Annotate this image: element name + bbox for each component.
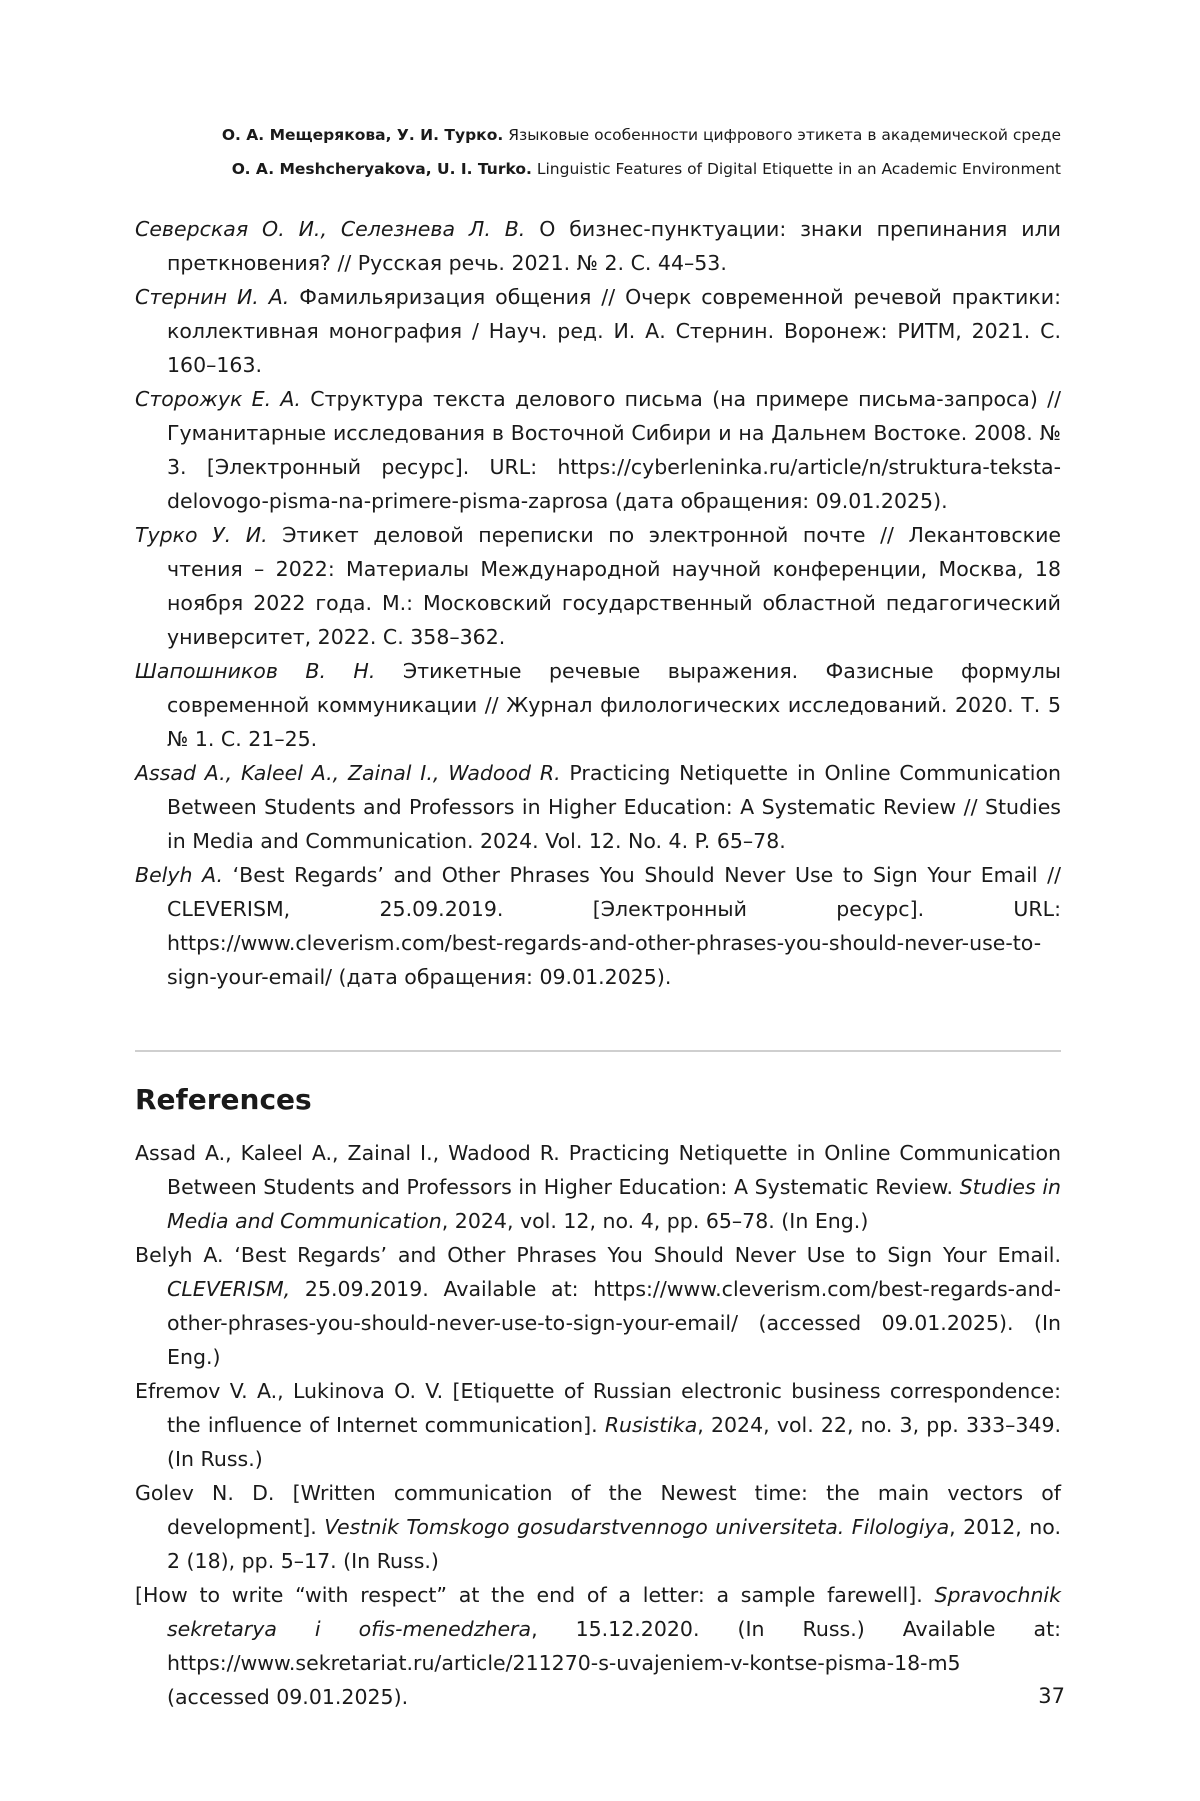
entry-text: Структура текста делового письма (на примере письма-запроса) // Гуманитарные исследования в Восточной Сибири и на Дальнем Востоке. 2008. № 3. [Электронный ресурс]. URL: https://cyberleninka.ru/article/n/struktura-teksta-delovogo-pisma-na-primere-pisma-zaprosa (дата обращения: 09.01.2025). bbox=[167, 387, 1061, 513]
reference-text: [How to write “with respect” at the end of a letter: a sample farewell]. bbox=[135, 1583, 935, 1607]
entry-text: Этикетные речевые выражения. Фазисные формулы современной коммуникации // Журнал филологических исследований. 2020. Т. 5 № 1. С. 21–25. bbox=[167, 659, 1061, 751]
entry-authors: Северская О. И., Селезнева Л. В. bbox=[135, 217, 526, 241]
reference-details: , 2012, no. 2 (18), pp. 5–17. (In Russ.) bbox=[167, 1515, 1061, 1573]
reference-details: 25.09.2019. Available at: https://www.cleverism.com/best-regards-and-other-phrases-you-should-never-use-to-sign-your-email/ (accessed 09.01.2025). (In Eng.) bbox=[167, 1277, 1061, 1369]
reference-details: , 2024, vol. 12, no. 4, pp. 65–78. (In Eng.) bbox=[441, 1209, 869, 1233]
header-ru-authors: О. А. Мещерякова, У. И. Турко. bbox=[221, 126, 504, 144]
entry-authors: Assad A., Kaleel A., Zainal I., Wadood R. bbox=[135, 761, 561, 785]
bibliography-entry bbox=[135, 212, 1061, 280]
bibliography-entry bbox=[135, 858, 1061, 994]
reference-source: Studies in Media and Communication bbox=[167, 1175, 1062, 1233]
page-body bbox=[135, 118, 1061, 1714]
entry-authors: Сторожук Е. А. bbox=[135, 387, 301, 411]
entry-text: О бизнес-пунктуации: знаки препинания или преткновения? // Русская речь. 2021. № 2. С. 44–53. bbox=[167, 217, 1061, 275]
reference-text: Belyh A. ‘Best Regards’ and Other Phrases You Should Never Use to Sign Your Email. bbox=[135, 1243, 1061, 1267]
reference-source: Rusistika bbox=[604, 1413, 698, 1437]
reference-text: Golev N. D. [Written communication of the Newest time: the main vectors of development]. bbox=[135, 1481, 1061, 1539]
bibliography-entry bbox=[135, 280, 1061, 382]
running-header-en bbox=[135, 152, 1061, 186]
reference-details: , 15.12.2020. (In Russ.) Available at: https://www.sekretariat.ru/article/211270-s-uvajeniem-v-kontse-pisma-18-m5 (accessed 09.01.2025). bbox=[167, 1617, 1062, 1709]
reference-entry bbox=[135, 1476, 1061, 1578]
section-divider bbox=[135, 1050, 1061, 1052]
running-header bbox=[135, 118, 1061, 186]
entry-text: Этикет деловой переписки по электронной почте // Лекантовские чтения – 2022: Материалы Международной научной конференции, Москва, 18 ноября 2022 года. М.: Московский государственный областной педагогический университет, 2022. С. 358–362. bbox=[167, 523, 1062, 649]
reference-source: CLEVERISM, bbox=[167, 1277, 291, 1301]
header-ru-title: Языковые особенности цифрового этикета в академической среде bbox=[508, 126, 1061, 144]
entry-authors: Стернин И. А. bbox=[135, 285, 290, 309]
reference-entry bbox=[135, 1578, 1061, 1714]
bibliography-entry bbox=[135, 756, 1061, 858]
reference-text: Assad A., Kaleel A., Zainal I., Wadood R. Practicing Netiquette in Online Communication Between Students and Professors in Higher Education: A Systematic Review. bbox=[135, 1141, 1061, 1199]
references-heading: References bbox=[135, 1083, 312, 1116]
bibliography-entry bbox=[135, 382, 1061, 518]
header-en-authors: O. A. Meshcheryakova, U. I. Turko. bbox=[231, 160, 532, 178]
reference-entry bbox=[135, 1238, 1061, 1374]
entry-text: Фамильяризация общения // Очерк современной речевой практики: коллективная монография / Науч. ред. И. А. Стернин. Воронеж: РИТМ, 2021. С. 160–163. bbox=[167, 285, 1061, 377]
entry-text: Practicing Netiquette in Online Communication Between Students and Professors in Higher Education: A Systematic Review // Studies in Media and Communication. 2024. Vol. 12. No. 4. P. 65–78. bbox=[167, 761, 1061, 853]
page-number: 37 bbox=[1038, 1684, 1065, 1708]
bibliography-entry bbox=[135, 654, 1061, 756]
entry-authors: Шапошников В. Н. bbox=[135, 659, 376, 683]
bibliography-list bbox=[135, 212, 1061, 994]
bibliography-entry bbox=[135, 518, 1061, 654]
reference-source: Vestnik Tomskogo gosudarstvennogo universiteta. Filologiya bbox=[324, 1515, 950, 1539]
header-en-title: Linguistic Features of Digital Etiquette in an Academic Environment bbox=[536, 160, 1061, 178]
entry-text: ‘Best Regards’ and Other Phrases You Should Never Use to Sign Your Email // CLEVERISM, 25.09.2019. [Электронный ресурс]. URL: https://www.cleverism.com/best-regards-and-other-phrases-you-should-never-use-to-sign-your-email/ (дата обращения: 09.01.2025). bbox=[167, 863, 1062, 989]
reference-details: , 2024, vol. 22, no. 3, pp. 333–349. (In Russ.) bbox=[167, 1413, 1062, 1471]
entry-authors: Belyh A. bbox=[135, 863, 224, 887]
reference-text: Efremov V. A., Lukinova O. V. [Etiquette of Russian electronic business correspondence: the influence of Internet communication]. bbox=[135, 1379, 1061, 1437]
running-header-ru bbox=[135, 118, 1061, 152]
references-list bbox=[135, 1136, 1061, 1714]
reference-entry bbox=[135, 1374, 1061, 1476]
reference-entry bbox=[135, 1136, 1061, 1238]
reference-source: Spravochnik sekretarya i ofis-menedzhera bbox=[167, 1583, 1061, 1641]
entry-authors: Турко У. И. bbox=[135, 523, 268, 547]
